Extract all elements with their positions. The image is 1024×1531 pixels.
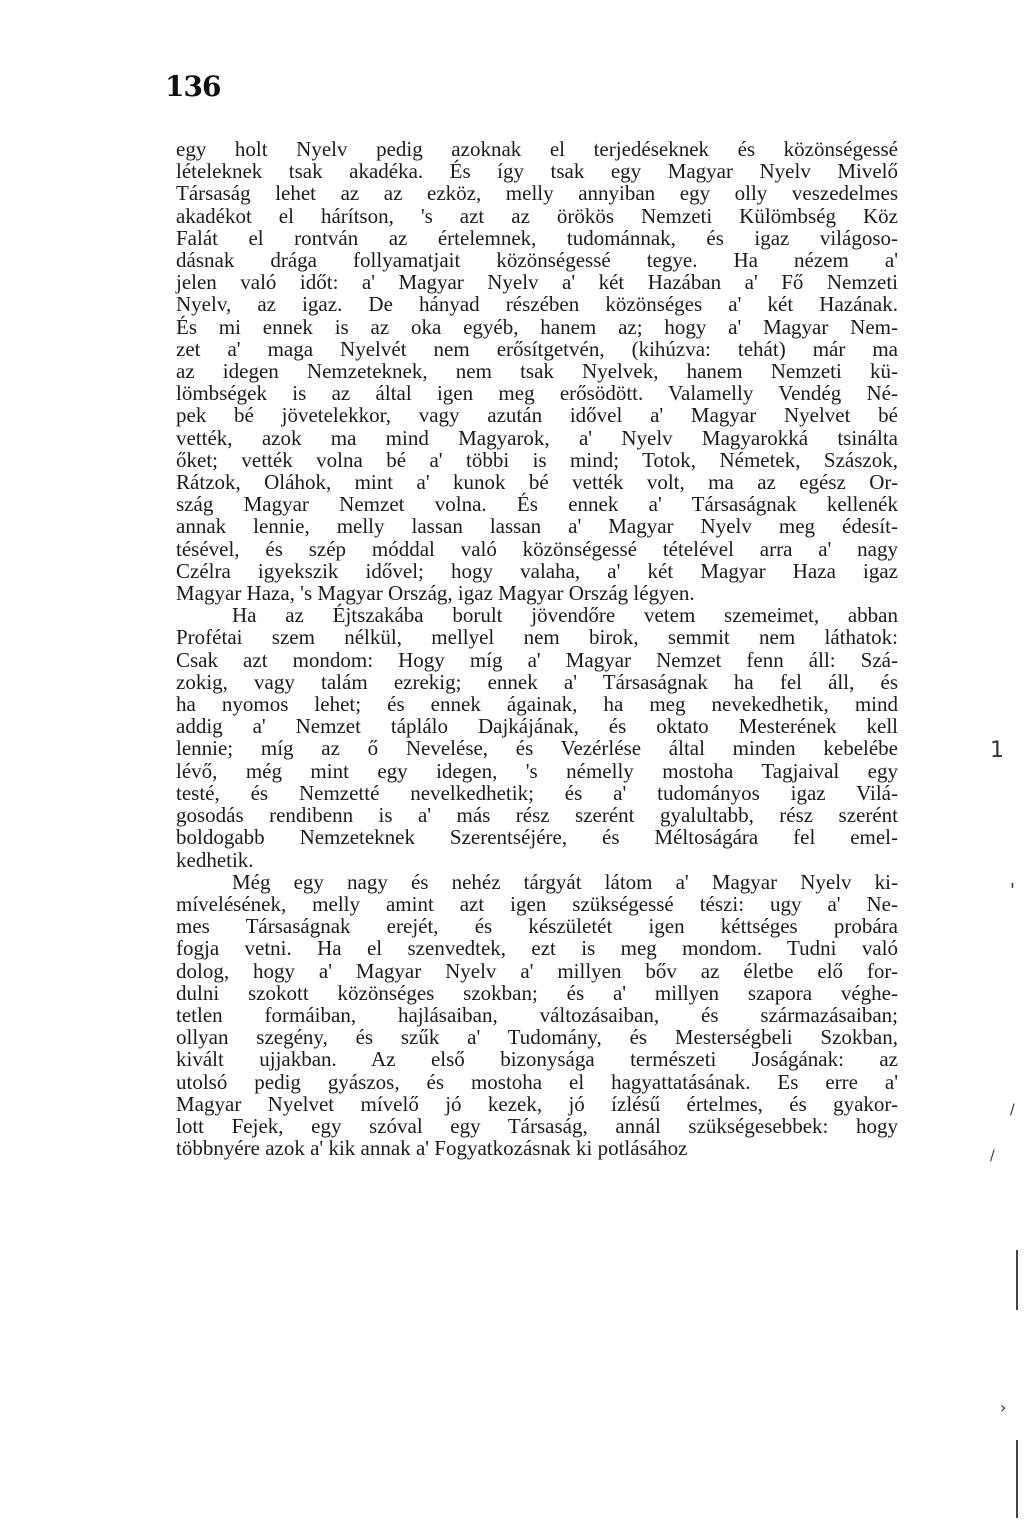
paragraph: [176, 138, 898, 604]
text-body: [176, 138, 898, 1159]
text-line: lömbségek is az által igen meg erősödött. Valamelly Vendég Né-: [176, 381, 898, 406]
text-line: annak lennie, melly lassan lassan a' Magyar Nyelv meg édesít-: [176, 514, 898, 539]
text-line: mívelésének, melly amint azt igen szükségessé tészi: ugy a' Ne-: [176, 891, 898, 916]
text-line: vették, azok ma mind Magyarok, a' Nyelv Magyarokká tsinálta: [176, 425, 898, 450]
text-line: Csak azt mondom: Hogy míg a' Magyar Nemzet fenn áll: Szá-: [176, 647, 898, 672]
text-line: utolsó pedig gyászos, és mostoha el hagyattatásának. Es erre a': [176, 1069, 898, 1094]
text-line: dulni szokott közönséges szokban; és a' millyen szapora véghe-: [176, 980, 898, 1005]
text-line: ollyan szegény, és szűk a' Tudomány, és Mesterségbeli Szokban,: [176, 1025, 898, 1050]
text-line: Falát el rontván az értelemnek, tudománnak, és igaz világoso-: [176, 225, 898, 250]
text-line: jelen való időt: a' Magyar Nyelv a' két Hazában a' Fő Nemzeti: [176, 270, 898, 295]
text-line: dolog, hogy a' Magyar Nyelv a' millyen bőv az életbe elő for-: [176, 958, 898, 983]
margin-mark: ': [1010, 880, 1015, 901]
text-line: És mi ennek is az oka egyéb, hanem az; hogy a' Magyar Nem-: [176, 314, 898, 339]
text-line: lennie; míg az ő Nevelése, és Vezérlése által minden kebelébe: [176, 736, 898, 761]
text-line: testé, és Nemzetté nevelkedhetik; és a' tudományos igaz Vilá-: [176, 780, 898, 805]
paragraph: [176, 871, 898, 1160]
text-line: Ha az Éjtszakába borult jövendőre vetem szemeimet, abban: [232, 603, 898, 628]
text-line: kedhetik.: [176, 847, 254, 872]
text-line: lévő, még mint egy idegen, 's némelly mostoha Tagjaival egy: [176, 758, 898, 783]
text-line: az idegen Nemzeteknek, nem tsak Nyelvek, hanem Nemzeti kü-: [176, 359, 898, 384]
margin-mark: ›: [1000, 1398, 1007, 1417]
text-line: akadékot el hárítson, 's azt az örökös Nemzeti Külömbség Köz: [176, 203, 898, 228]
text-line: Társaság lehet az az ezköz, melly annyiban egy olly veszedelmes: [176, 181, 898, 206]
text-line: tetlen formáiban, hajlásaiban, változásaiban, és származásaiban;: [176, 1002, 898, 1027]
paragraph: [176, 604, 898, 870]
text-line: boldogabb Nemzeteknek Szerentséjére, és Méltoságára fel emel-: [176, 825, 898, 850]
text-line: tésével, és szép móddal való közönségessé tételével arra a' nagy: [176, 536, 898, 561]
text-line: zokig, vagy talám ezrekig; ennek a' Társaságnak ha fel áll, és: [176, 669, 898, 694]
text-line: Magyar Haza, 's Magyar Ország, igaz Magyar Ország légyen.: [176, 581, 695, 606]
text-line: egy holt Nyelv pedig azoknak el terjedéseknek és közönségessé: [176, 137, 898, 161]
text-line: ha nyomos lehet; és ennek ágainak, ha meg nevekedhetik, mind: [176, 692, 898, 717]
text-line: Rátzok, Oláhok, mint a' kunok bé vették volt, ma az egész Or-: [176, 470, 898, 495]
text-line: Czélra igyekszik idővel; hogy valaha, a' két Magyar Haza igaz: [176, 558, 898, 583]
text-line: szág Magyar Nemzet volna. És ennek a' Társaságnak kellenék: [176, 492, 898, 517]
text-line: zet a' maga Nyelvét nem erősítgetvén, (kihúzva: tehát) már ma: [176, 336, 898, 361]
text-line: dásnak drága follyamatjait közönségessé tegye. Ha nézem a': [176, 248, 898, 273]
text-line: pek bé jövetelekkor, vagy azután idővel a' Magyar Nyelvet bé: [176, 403, 898, 428]
text-line: mes Társaságnak erejét, és készületét igen kéttséges probára: [176, 914, 898, 939]
text-line: gosodás rendibenn is a' más rész szerént gyalultabb, rész szerént: [176, 803, 898, 828]
margin-mark: /: [1010, 1102, 1015, 1118]
text-line: kivált ujjakban. Az első bizonysága természeti Joságának: az: [176, 1047, 898, 1072]
text-line: Profétai szem nélkül, mellyel nem birok, semmit nem láthatok:: [176, 625, 898, 650]
text-line: őket; vették volna bé a' többi is mind; Totok, Németek, Szászok,: [176, 447, 898, 472]
scan-edge-line: [1016, 1440, 1018, 1518]
page-number: 136: [165, 70, 221, 103]
margin-mark: 1: [990, 738, 1004, 763]
text-line: lételeknek tsak akadéka. És így tsak egy Magyar Nyelv Mivelő: [176, 159, 898, 184]
text-line: többnyére azok a' kik annak a' Fogyatkozásnak ki potlásához: [176, 1136, 688, 1161]
text-line: addig a' Nemzet táplálo Dajkájának, és oktato Mesterének kell: [176, 714, 898, 739]
text-line: fogja vetni. Ha el szenvedtek, ezt is meg mondom. Tudni való: [176, 936, 898, 961]
text-line: lott Fejek, egy szóval egy Társaság, annál szükségesebbek: hogy: [176, 1113, 898, 1138]
scan-edge-line: [1016, 1250, 1018, 1310]
text-line: Még egy nagy és nehéz tárgyát látom a' Magyar Nyelv ki-: [232, 869, 898, 894]
margin-mark: /: [990, 1148, 995, 1164]
text-line: Nyelv, az igaz. De hányad részében közönséges a' két Hazának.: [176, 292, 898, 317]
text-line: Magyar Nyelvet mívelő jó kezek, jó ízlésű értelmes, és gyakor-: [176, 1091, 898, 1116]
